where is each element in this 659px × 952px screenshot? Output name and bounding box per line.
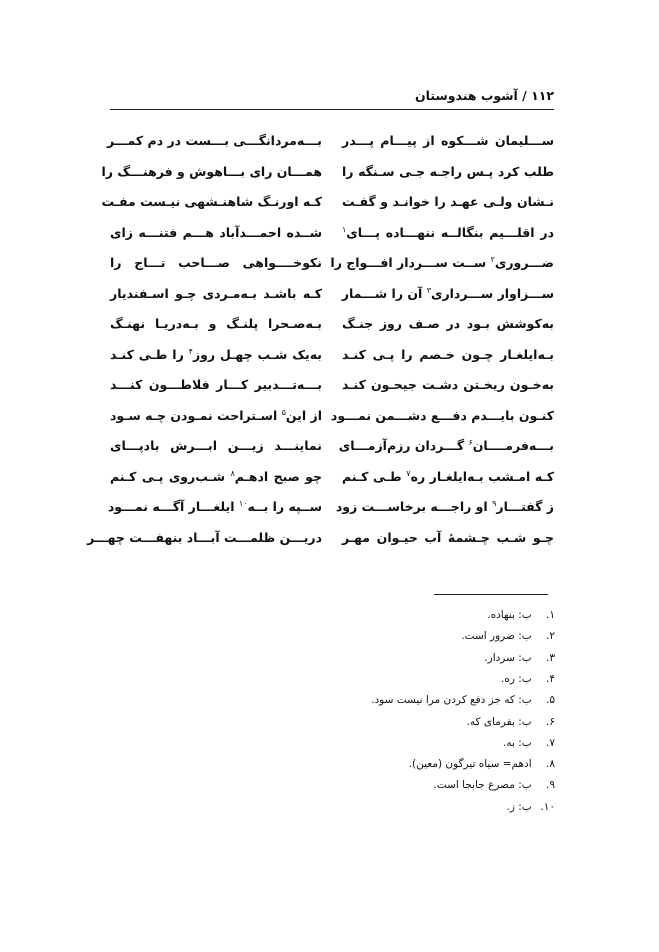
hemistich-text: شــده احمـــدآباد هـــم فتنـــه زای — [110, 224, 322, 240]
footnote-marker: ۴ — [188, 346, 193, 356]
footnote — [255, 630, 555, 648]
footnote-number: ۶. — [546, 715, 555, 728]
hemistich-text-continued: شـب‌روی پـی کـنم — [110, 468, 226, 484]
second-hemistich — [106, 133, 322, 148]
second-hemistich — [101, 163, 322, 179]
footnote — [255, 673, 555, 691]
verse-row — [110, 408, 554, 434]
hemistich-text: چـو شـب چـشمهٔ آب حیـوان مهـر — [342, 529, 554, 545]
first-hemistich — [342, 286, 554, 301]
hemistich-text: دریـــن ظلمـــت آبـــاد بنهفـــت چهـــر — [87, 529, 322, 545]
first-hemistich — [342, 377, 554, 392]
hemistich-text: از این — [285, 407, 322, 423]
header-rule — [110, 109, 554, 110]
first-hemistich — [338, 438, 554, 454]
second-hemistich — [110, 438, 322, 453]
footnote-marker: ۳ — [426, 285, 431, 295]
second-hemistich — [110, 316, 322, 331]
footnote — [255, 737, 555, 755]
hemistich-text: کـه باشـد بـه‌مـردی چـو اسـفندیار — [110, 285, 322, 301]
footnote — [255, 609, 555, 627]
footnote-number: ۷. — [546, 736, 555, 749]
second-hemistich — [110, 347, 322, 362]
footnote-text: ادهم= سیاه تیرگون (معین). — [408, 758, 532, 771]
hemistich-text-continued: او راجـــه برخاســـت زود — [335, 499, 488, 515]
second-hemistich — [87, 529, 322, 545]
hemistich-text: ســـزاوار ســـرداری — [430, 285, 554, 301]
first-hemistich — [342, 530, 554, 545]
footnote-marker: ۹ — [492, 499, 497, 508]
hemistich-text: به‌کوشش بـود در صـف روز جنـگ — [342, 316, 554, 331]
hemistich-text-continued: را طـی کنـد — [110, 346, 184, 362]
hemistich-text-continued: ســت ســـردار افـــواج را — [330, 255, 487, 271]
verse-row — [101, 163, 554, 190]
first-hemistich — [342, 164, 554, 179]
footnote — [255, 801, 555, 819]
verse-row — [101, 194, 554, 220]
verse-row — [110, 255, 554, 281]
footnote-marker: ۱ — [342, 224, 347, 234]
footnote-number: ۸. — [546, 758, 555, 771]
verse-row — [110, 438, 554, 464]
footnote-text: ب: مصرع جابجا است. — [433, 779, 532, 792]
first-hemistich — [342, 194, 554, 209]
footnote-number: ۴. — [546, 672, 555, 685]
hemistich-text: کنـون بایـــدم دفـــع دشـــمن نمـــود — [330, 407, 554, 423]
footnote-number: ۵. — [546, 694, 555, 707]
footnote-marker: ۶ — [468, 438, 473, 447]
second-hemistich — [110, 408, 322, 423]
footnote-number: ۱. — [546, 609, 555, 621]
hemistich-text: چو صبح ادهـم — [234, 468, 322, 484]
second-hemistich — [110, 469, 322, 484]
running-header: ۱۱۲ / آشوب هندوستان — [414, 88, 554, 103]
second-hemistich — [110, 255, 322, 270]
hemistich-text: بـــه‌فرمــــان — [472, 438, 554, 454]
footnote-text: ب: ز. — [506, 800, 532, 813]
second-hemistich — [110, 377, 322, 392]
hemistich-text: بـــه‌مردانگـــی بـــست در دم کمـــر — [106, 133, 322, 148]
hemistich-text: بـــه‌تـــدبیر کـــار فلاطـــون کنـــد — [110, 377, 322, 392]
hemistich-text-continued: اسـتراحت نمـودن چـه سـود — [110, 407, 278, 423]
hemistich-text-continued: گـــردان رزم‌آزمـــای — [338, 438, 465, 454]
hemistich-text: همـــان رای بـــاهوش و فرهنـــگ را — [101, 163, 322, 179]
hemistich-text: به‌یک شـب چهـل روز — [192, 346, 322, 362]
second-hemistich — [101, 194, 322, 209]
footnote-text: ب: بفرمای که. — [466, 715, 532, 728]
footnote — [255, 716, 555, 734]
verse-row — [110, 377, 554, 403]
hemistich-text: بـه‌صـحرا پلنـگ و بـه‌دریـا نهنـگ — [110, 316, 322, 331]
footnote-text: ب: که جز دفع کردن مرا نیست سود. — [371, 694, 532, 707]
footnote — [255, 694, 555, 712]
first-hemistich — [342, 133, 554, 148]
verse-row — [110, 469, 554, 495]
hemistich-text: بـه‌ایلغـار چـون خـصم را پـی کنـد — [342, 346, 554, 362]
hemistich-text: نکوخــــواهی صـــاحب تـــاج را — [110, 255, 322, 270]
hemistich-text: کـه اورنـگ شاهنـشهی نیـست مفـت — [101, 194, 322, 209]
footnote — [255, 652, 555, 670]
footnote-marker: ۲ — [490, 255, 495, 264]
footnote-marker: ۱۰ — [238, 499, 248, 508]
verse-row — [110, 225, 554, 251]
footnote-number: ۱۰. — [540, 800, 555, 813]
second-hemistich — [110, 286, 322, 301]
first-hemistich — [330, 255, 554, 271]
footnote-number: ۲. — [546, 630, 555, 643]
footnote-number: ۹. — [546, 779, 555, 792]
footnote — [255, 758, 555, 776]
hemistich-text: ســپه را بــه — [247, 499, 322, 515]
second-hemistich — [110, 225, 322, 240]
verse-row — [107, 499, 554, 525]
hemistich-text: به‌خـون ریخـتن دشـت جیحـون کنـد — [342, 377, 554, 392]
first-hemistich — [342, 347, 554, 362]
footnote-number: ۳. — [546, 651, 555, 664]
hemistich-text: طلب کرد پـس راجـه جـی سـنگه را — [342, 163, 554, 179]
hemistich-text-continued: آن را شـــمار — [341, 285, 423, 301]
first-hemistich — [342, 225, 554, 240]
hemistich-text: ز گفتـــار — [496, 499, 554, 515]
footnote-marker: ۸ — [230, 468, 235, 478]
footnote-text: ب: به. — [503, 736, 532, 749]
hemistich-text-continued: ایلغـــار آگـــه نمـــود — [107, 499, 235, 515]
first-hemistich — [335, 499, 554, 515]
verse-row — [110, 286, 554, 312]
footnote-text: ب: ره. — [500, 672, 532, 685]
hemistich-text: ضـــروری — [494, 255, 554, 271]
footnote-marker: ۷ — [406, 468, 411, 478]
hemistich-text-continued: طـی کـنم — [342, 468, 402, 484]
verse-row — [106, 133, 554, 159]
verse-row — [110, 316, 554, 342]
footnote-rule — [434, 594, 548, 595]
footnote-marker: ۵ — [281, 407, 286, 417]
hemistich-text: ســـلیمان شـــکوه از پیـــام پـــدر — [342, 133, 554, 148]
footnote-text: ب: بنهاده. — [487, 609, 532, 621]
first-hemistich — [342, 469, 554, 484]
footnote-text: ب: سردار. — [484, 651, 532, 664]
hemistich-text: در اقلـــیم بنگالــه ننهـــاده پـــای — [346, 224, 554, 240]
first-hemistich — [342, 316, 554, 331]
hemistich-text: نماینـــد زیـــن ابـــرش بادپـــای — [110, 438, 322, 453]
verse-row — [87, 529, 554, 556]
footnote-text: ب: ضرور است. — [461, 630, 532, 643]
verse-row — [110, 347, 554, 373]
hemistich-text: نـشان ولـی عهـد را خوانـد و گفـت — [342, 194, 554, 209]
hemistich-text: کـه امـشب بـه‌ایلغـار ره — [410, 468, 554, 484]
first-hemistich — [330, 407, 554, 423]
second-hemistich — [107, 499, 322, 515]
footnote — [255, 779, 555, 797]
